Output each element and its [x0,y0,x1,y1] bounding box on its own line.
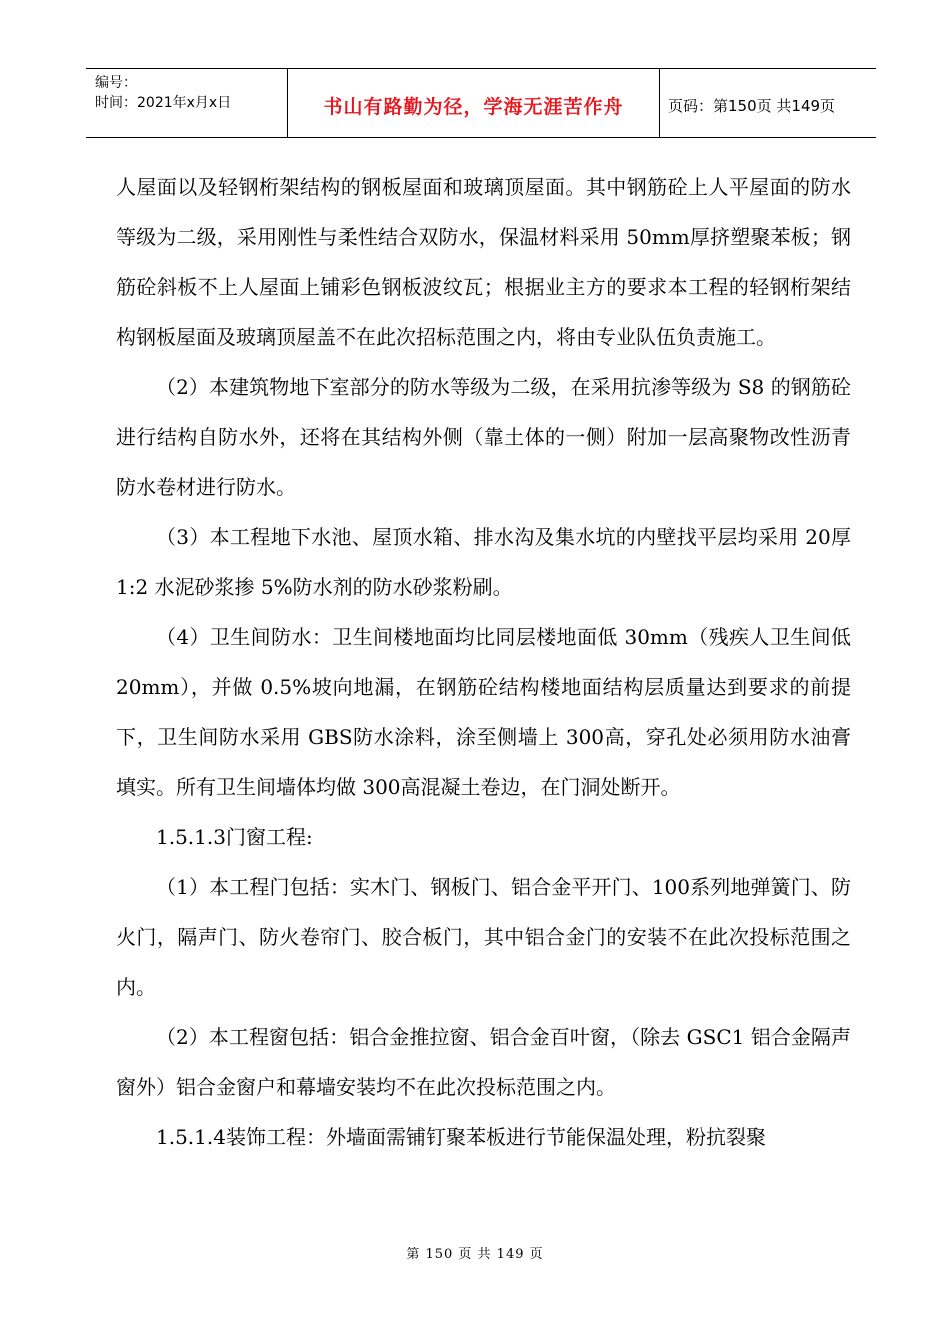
paragraph: 1.5.1.4装饰工程：外墙面需铺钉聚苯板进行节能保温处理，粉抗裂聚 [156,1125,766,1149]
header-motto: 书山有路勤为径，学海无涯苦作舟 [288,69,660,137]
document-body [116,162,851,1162]
time-label: 时间：2021年x月x日 [95,95,232,111]
page-footer: 第 150 页 共 149 页 [406,1247,544,1262]
page-header [86,68,876,138]
paragraph: （2）本工程窗包括：铝合金推拉窗、铝合金百叶窗，（除去 GSC1 铝合金隔声窗外）铝合金窗户和幕墙安装均不在此次投标范围之内。 [116,1025,851,1099]
paragraph: （1）本工程门包括：实木门、钢板门、铝合金平开门、100系列地弹簧门、防火门，隔声门、防火卷帘门、胶合板门，其中铝合金门的安装不在此次投标范围之内。 [116,875,851,999]
number-label: 编号： [95,75,137,91]
paragraph: 人屋面以及轻钢桁架结构的钢板屋面和玻璃顶屋面。其中钢筋砼上人平屋面的防水等级为二级，采用刚性与柔性结合双防水，保温材料采用 50mm厚挤塑聚苯板；钢筋砼斜板不上人屋面上铺彩色钢板波纹瓦；根据业主方的要求本工程的轻钢桁架结构钢板屋面及玻璃顶屋盖不在此次招标范围之内，将由专业队伍负责施工。 [116,175,851,349]
paragraph: （2）本建筑物地下室部分的防水等级为二级，在采用抗渗等级为 S8 的钢筋砼进行结构自防水外，还将在其结构外侧（靠土体的一侧）附加一层高聚物改性沥青防水卷材进行防水。 [116,375,851,499]
header-page-info: 页码：第150页 共149页 [668,96,836,115]
header-meta [86,69,288,137]
paragraph: （4）卫生间防水：卫生间楼地面均比同层楼地面低 30mm（残疾人卫生间低 20mm），并做 0.5%坡向地漏，在钢筋砼结构楼地面结构层质量达到要求的前提下，卫生间防水采用 GBS防水涂料，涂至侧墙上 300高，穿孔处必须用防水油膏填实。所有卫生间墙体均做 300高混凝土卷边，在门洞处断开。 [116,625,851,799]
paragraph: （3）本工程地下水池、屋顶水箱、排水沟及集水坑的内壁找平层均采用 20厚 1:2 水泥砂浆掺 5%防水剂的防水砂浆粉刷。 [116,525,851,599]
section-heading: 1.5.1.3门窗工程: [156,825,313,849]
